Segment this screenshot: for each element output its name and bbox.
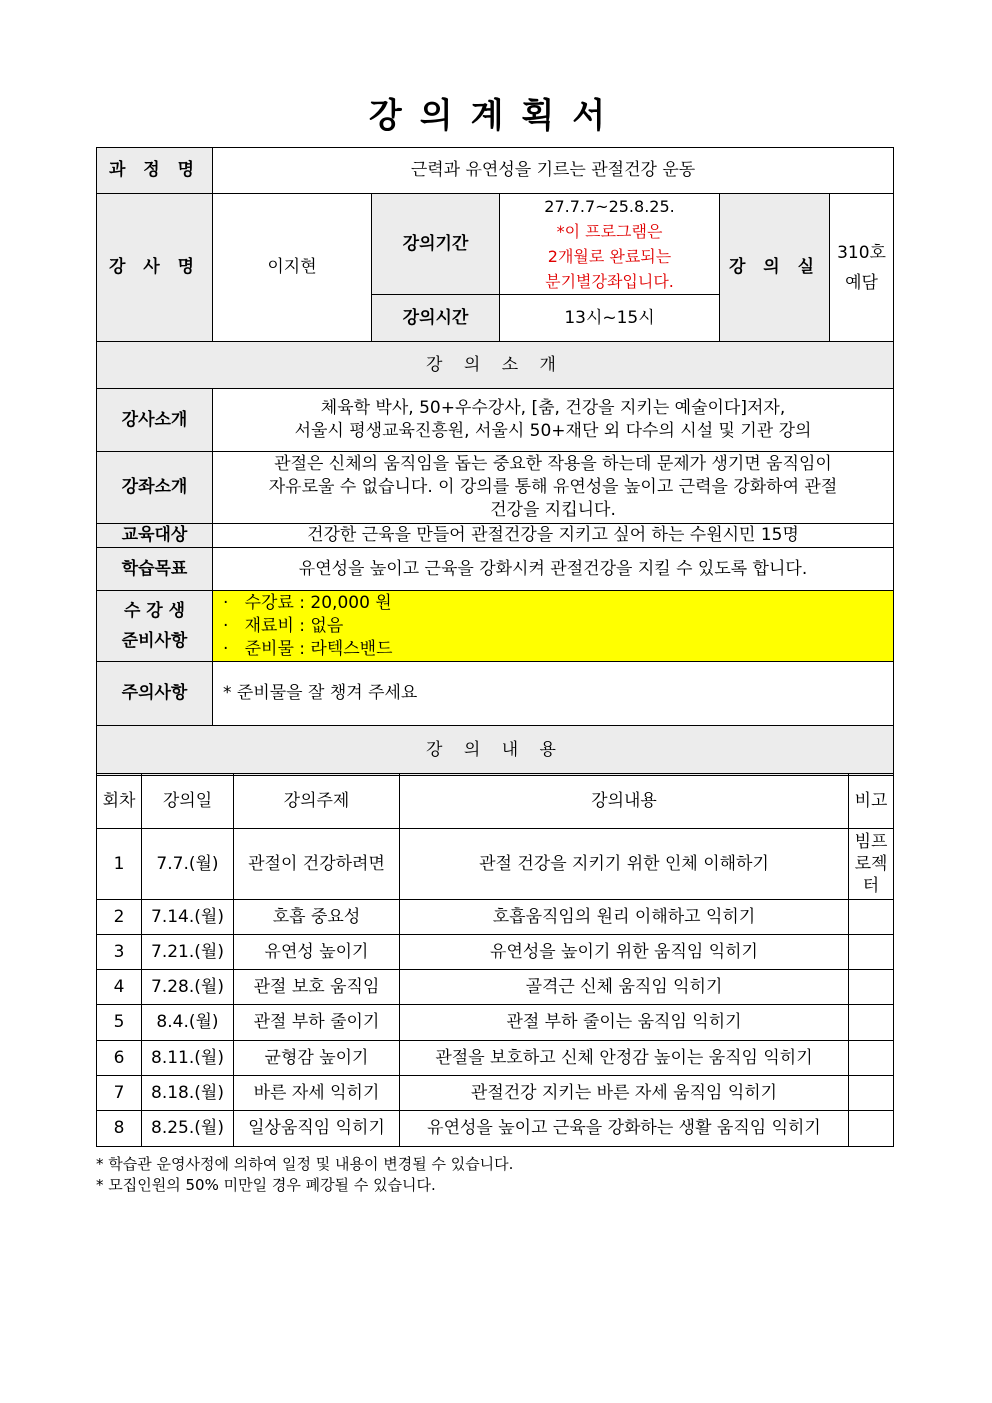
row-content: 관절건강 지키는 바른 자세 움직임 익히기 [400, 1076, 849, 1111]
prep-item-fee: · 수강료 : 20,000 원 [223, 592, 392, 613]
period-note-1: *이 프로그램은 [556, 222, 663, 241]
row-remark [849, 1005, 894, 1041]
prep-label-line-1: 수 강 생 [123, 601, 186, 621]
prep-item-supplies: · 준비물 : 라텍스밴드 [223, 638, 393, 659]
header-topic: 강의주제 [234, 774, 400, 829]
remark-line-1: 빔프 [854, 832, 888, 852]
table-row [97, 935, 894, 970]
footnotes [96, 1154, 513, 1196]
header-date: 강의일 [142, 774, 234, 829]
intro-section-header: 강 의 소 개 [97, 342, 894, 389]
row-remark [849, 935, 894, 970]
prep-item-material: · 재료비 : 없음 [223, 615, 344, 636]
period-note-3: 분기별강좌입니다. [545, 272, 674, 291]
course-intro-line-3: 건강을 지킵니다. [490, 500, 616, 520]
row-date: 8.25.(월) [142, 1111, 234, 1147]
page-title: 강의계획서 [368, 96, 624, 136]
course-label: 과 정 명 [97, 148, 213, 194]
course-intro-line-2: 자유로울 수 없습니다. 이 강의를 통해 유연성을 높이고 근력을 강화하여 관절 [268, 477, 838, 497]
period-label: 강의기간 [372, 194, 500, 295]
remark-line-2: 로젝 [854, 854, 888, 874]
course-intro-value [213, 452, 894, 524]
prep-label [97, 591, 213, 662]
period-note-2: 2개월로 완료되는 [547, 247, 672, 266]
caution-value: * 준비물을 잘 챙겨 주세요 [213, 662, 894, 726]
row-date: 8.11.(월) [142, 1041, 234, 1076]
row-topic: 호흡 중요성 [234, 900, 400, 935]
header-no: 회차 [97, 774, 142, 829]
row-content: 골격근 신체 움직임 익히기 [400, 970, 849, 1005]
period-dates: 27.7.7~25.8.25. [544, 197, 675, 216]
course-intro-line-1: 관절은 신체의 움직임을 돕는 중요한 작용을 하는데 문제가 생기면 움직임이 [274, 454, 832, 474]
row-no: 7 [97, 1076, 142, 1111]
table-row [97, 1076, 894, 1111]
goal-label: 학습목표 [97, 548, 213, 591]
room-label: 강 의 실 [720, 194, 830, 342]
row-topic: 유연성 높이기 [234, 935, 400, 970]
room-value [830, 194, 894, 342]
target-value: 건강한 근육을 만들어 관절건강을 지키고 싶어 하는 수원시민 15명 [213, 524, 894, 548]
period-value [500, 194, 720, 295]
row-topic: 바른 자세 익히기 [234, 1076, 400, 1111]
row-date: 7.21.(월) [142, 935, 234, 970]
table-row [97, 970, 894, 1005]
row-remark [849, 829, 894, 900]
prep-items [213, 591, 894, 662]
row-remark [849, 1076, 894, 1111]
row-content: 관절 부하 줄이는 움직임 익히기 [400, 1005, 849, 1041]
room-line-2: 예담 [845, 272, 878, 293]
table-row [97, 900, 894, 935]
schedule-table [96, 773, 894, 1147]
course-intro-label: 강좌소개 [97, 452, 213, 524]
row-no: 4 [97, 970, 142, 1005]
caution-label: 주의사항 [97, 662, 213, 726]
instructor-intro-label: 강사소개 [97, 389, 213, 452]
row-date: 8.18.(월) [142, 1076, 234, 1111]
row-no: 2 [97, 900, 142, 935]
row-no: 6 [97, 1041, 142, 1076]
row-topic: 일상움직임 익히기 [234, 1111, 400, 1147]
info-table [96, 147, 894, 776]
table-row [97, 1041, 894, 1076]
header-content: 강의내용 [400, 774, 849, 829]
row-content: 호흡움직임의 원리 이해하고 익히기 [400, 900, 849, 935]
row-no: 5 [97, 1005, 142, 1041]
instructor-value: 이지현 [213, 194, 372, 342]
header-remark: 비고 [849, 774, 894, 829]
row-topic: 균형감 높이기 [234, 1041, 400, 1076]
content-section-header: 강 의 내 용 [97, 726, 894, 776]
goal-value: 유연성을 높이고 근육을 강화시켜 관절건강을 지킬 수 있도록 합니다. [213, 548, 894, 591]
target-label: 교육대상 [97, 524, 213, 548]
row-content: 관절을 보호하고 신체 안정감 높이는 움직임 익히기 [400, 1041, 849, 1076]
footnote-schedule-change: * 학습관 운영사정에 의하여 일정 및 내용이 변경될 수 있습니다. [96, 1155, 514, 1173]
row-remark [849, 900, 894, 935]
row-content: 유연성을 높이고 근육을 강화하는 생활 움직임 익히기 [400, 1111, 849, 1147]
prep-label-line-2: 준비사항 [121, 631, 188, 651]
instructor-intro-line-2: 서울시 평생교육진흥원, 서울시 50+재단 외 다수의 시설 및 기관 강의 [294, 421, 812, 441]
instructor-intro-line-1: 체육학 박사, 50+우수강사, [춤, 건강을 지키는 예술이다]저자, [320, 398, 786, 418]
row-topic: 관절 보호 움직임 [234, 970, 400, 1005]
room-line-1: 310호 [837, 242, 886, 263]
table-row [97, 1111, 894, 1147]
row-content: 관절 건강을 지키기 위한 인체 이해하기 [400, 829, 849, 900]
row-date: 7.14.(월) [142, 900, 234, 935]
row-remark [849, 1111, 894, 1147]
table-row [97, 829, 894, 900]
row-remark [849, 1041, 894, 1076]
row-content: 유연성을 높이기 위한 움직임 익히기 [400, 935, 849, 970]
row-date: 7.28.(월) [142, 970, 234, 1005]
row-date: 8.4.(월) [142, 1005, 234, 1041]
footnote-cancellation: * 모집인원의 50% 미만일 경우 폐강될 수 있습니다. [96, 1176, 436, 1194]
remark-line-3: 터 [862, 876, 880, 896]
row-no: 3 [97, 935, 142, 970]
row-date: 7.7.(월) [142, 829, 234, 900]
row-topic: 관절이 건강하려면 [234, 829, 400, 900]
table-row [97, 1005, 894, 1041]
row-no: 1 [97, 829, 142, 900]
row-remark [849, 970, 894, 1005]
row-no: 8 [97, 1111, 142, 1147]
row-topic: 관절 부하 줄이기 [234, 1005, 400, 1041]
time-value: 13시~15시 [500, 295, 720, 342]
course-value: 근력과 유연성을 기르는 관절건강 운동 [213, 148, 894, 194]
time-label: 강의시간 [372, 295, 500, 342]
instructor-label: 강 사 명 [97, 194, 213, 342]
instructor-intro-value [213, 389, 894, 452]
